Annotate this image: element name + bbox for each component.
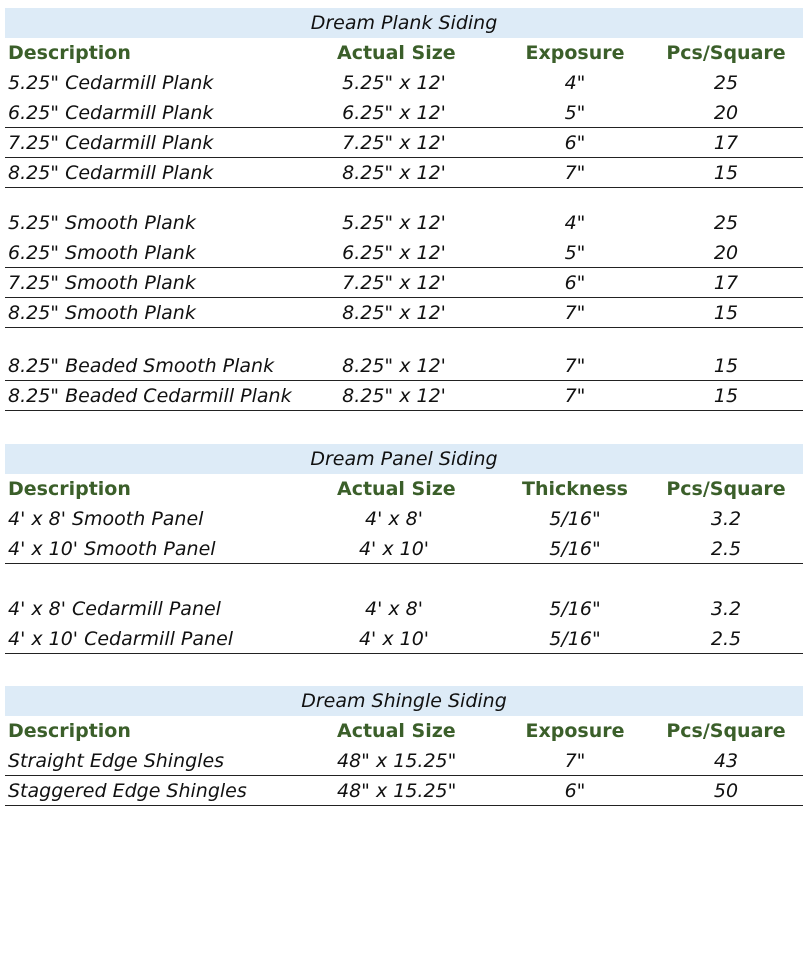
cell-description: 4' x 10' Smooth Panel <box>8 538 216 560</box>
cell-pcs-square: 2.5 <box>710 538 742 560</box>
cell-description: 8.25" Smooth Plank <box>8 302 196 324</box>
cell-pcs-square: 25 <box>713 212 739 234</box>
cell-pcs-square: 2.5 <box>710 628 742 650</box>
header-pcs-square: Pcs/Square <box>666 720 786 742</box>
cell-description: 4' x 8' Smooth Panel <box>8 508 204 530</box>
cell-pcs-square: 17 <box>713 132 739 154</box>
table-row <box>5 746 803 776</box>
cell-actual-size: 6.25" x 12' <box>342 102 446 124</box>
cell-pcs-square: 25 <box>713 72 739 94</box>
cell-exposure: 6" <box>564 780 586 802</box>
header-thickness: Thickness <box>522 478 628 500</box>
cell-exposure: 7" <box>564 302 586 324</box>
cell-pcs-square: 15 <box>713 302 739 324</box>
table-row <box>5 351 803 381</box>
cell-pcs-square: 3.2 <box>710 598 742 620</box>
cell-exposure: 7" <box>564 355 586 377</box>
header-exposure: Exposure <box>525 720 625 742</box>
cell-description: 8.25" Cedarmill Plank <box>8 162 214 184</box>
cell-description: 4' x 10' Cedarmill Panel <box>8 628 234 650</box>
cell-actual-size: 8.25" x 12' <box>342 385 446 407</box>
table-row <box>5 504 803 534</box>
header-row <box>5 474 803 504</box>
header-actual-size: Actual Size <box>337 478 456 500</box>
cell-exposure: 5" <box>564 102 586 124</box>
cell-actual-size: 6.25" x 12' <box>342 242 446 264</box>
cell-thickness: 5/16" <box>549 508 601 530</box>
cell-exposure: 6" <box>564 132 586 154</box>
table-title: Dream Plank Siding <box>5 8 803 38</box>
table-row <box>5 268 803 298</box>
header-pcs-square: Pcs/Square <box>666 478 786 500</box>
cell-thickness: 5/16" <box>549 598 601 620</box>
cell-description: 6.25" Cedarmill Plank <box>8 102 214 124</box>
cell-pcs-square: 50 <box>713 780 739 802</box>
table-row <box>5 298 803 328</box>
table-row <box>5 158 803 188</box>
cell-pcs-square: 20 <box>713 242 739 264</box>
cell-pcs-square: 15 <box>713 162 739 184</box>
cell-pcs-square: 17 <box>713 272 739 294</box>
cell-exposure: 4" <box>564 212 586 234</box>
table-row <box>5 98 803 128</box>
cell-description: 7.25" Smooth Plank <box>8 272 196 294</box>
cell-actual-size: 8.25" x 12' <box>342 355 446 377</box>
cell-exposure: 7" <box>564 162 586 184</box>
table-title: Dream Panel Siding <box>5 444 803 474</box>
header-description: Description <box>8 478 131 500</box>
header-row <box>5 716 803 746</box>
cell-actual-size: 4' x 8' <box>365 598 423 620</box>
cell-thickness: 5/16" <box>549 628 601 650</box>
table-row <box>5 776 803 806</box>
cell-description: 4' x 8' Cedarmill Panel <box>8 598 221 620</box>
table-row <box>5 238 803 268</box>
cell-pcs-square: 43 <box>713 750 739 772</box>
header-actual-size: Actual Size <box>337 42 456 64</box>
cell-actual-size: 8.25" x 12' <box>342 162 446 184</box>
cell-actual-size: 7.25" x 12' <box>342 132 446 154</box>
header-row <box>5 38 803 68</box>
table-row <box>5 128 803 158</box>
cell-description: 6.25" Smooth Plank <box>8 242 196 264</box>
cell-description: Straight Edge Shingles <box>8 750 225 772</box>
header-description: Description <box>8 42 131 64</box>
cell-exposure: 6" <box>564 272 586 294</box>
table-row <box>5 68 803 98</box>
table-title: Dream Shingle Siding <box>5 686 803 716</box>
cell-actual-size: 4' x 10' <box>358 538 430 560</box>
cell-actual-size: 4' x 10' <box>358 628 430 650</box>
header-actual-size: Actual Size <box>337 720 456 742</box>
cell-actual-size: 48" x 15.25" <box>337 780 457 802</box>
plank-siding-table <box>5 8 803 411</box>
cell-pcs-square: 15 <box>713 355 739 377</box>
cell-actual-size: 8.25" x 12' <box>342 302 446 324</box>
cell-description: 5.25" Smooth Plank <box>8 212 196 234</box>
cell-pcs-square: 20 <box>713 102 739 124</box>
table-row <box>5 381 803 411</box>
row-spacer <box>5 188 803 208</box>
cell-pcs-square: 15 <box>713 385 739 407</box>
table-row <box>5 594 803 624</box>
cell-exposure: 5" <box>564 242 586 264</box>
row-spacer <box>5 564 803 594</box>
table-row <box>5 534 803 564</box>
cell-thickness: 5/16" <box>549 538 601 560</box>
cell-actual-size: 48" x 15.25" <box>337 750 457 772</box>
cell-description: 5.25" Cedarmill Plank <box>8 72 214 94</box>
cell-description: Staggered Edge Shingles <box>8 780 247 802</box>
cell-actual-size: 7.25" x 12' <box>342 272 446 294</box>
cell-actual-size: 5.25" x 12' <box>342 212 446 234</box>
cell-actual-size: 4' x 8' <box>365 508 423 530</box>
shingle-siding-table <box>5 686 803 806</box>
cell-pcs-square: 3.2 <box>710 508 742 530</box>
cell-actual-size: 5.25" x 12' <box>342 72 446 94</box>
header-exposure: Exposure <box>525 42 625 64</box>
table-row <box>5 208 803 238</box>
cell-description: 7.25" Cedarmill Plank <box>8 132 214 154</box>
cell-exposure: 7" <box>564 750 586 772</box>
header-pcs-square: Pcs/Square <box>666 42 786 64</box>
row-spacer <box>5 328 803 351</box>
panel-siding-table <box>5 444 803 654</box>
cell-description: 8.25" Beaded Smooth Plank <box>8 355 275 377</box>
cell-description: 8.25" Beaded Cedarmill Plank <box>8 385 292 407</box>
cell-exposure: 4" <box>564 72 586 94</box>
table-row <box>5 624 803 654</box>
header-description: Description <box>8 720 131 742</box>
cell-exposure: 7" <box>564 385 586 407</box>
